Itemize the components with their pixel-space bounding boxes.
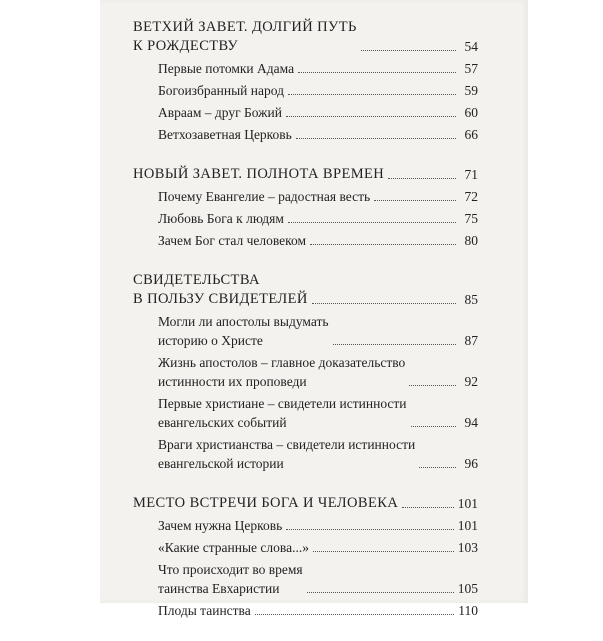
page-number: 92 xyxy=(464,374,478,389)
toc-section-new-testament xyxy=(133,165,478,250)
entry-title: Любовь Бога к людям xyxy=(158,211,284,226)
entry-title-line2: евангельских событий xyxy=(158,415,287,430)
toc-entry xyxy=(133,59,478,78)
dot-leader xyxy=(288,94,456,95)
dot-leader xyxy=(388,178,456,179)
chapter-entry xyxy=(133,494,478,513)
toc-entry xyxy=(133,125,478,144)
page-number: 105 xyxy=(457,581,478,596)
dot-leader xyxy=(313,551,454,552)
toc-entry xyxy=(133,394,478,432)
dot-leader xyxy=(286,529,453,530)
page-number: 87 xyxy=(464,333,478,348)
entry-title: Зачем Бог стал человеком xyxy=(158,233,307,248)
dot-leader xyxy=(288,222,456,223)
toc-entry xyxy=(133,560,478,598)
toc-entry xyxy=(133,103,478,122)
toc-section-testimonies xyxy=(133,271,478,473)
page-number: 110 xyxy=(458,603,478,618)
dot-leader xyxy=(374,200,456,201)
toc-entry xyxy=(133,601,478,620)
dot-leader xyxy=(296,138,456,139)
toc-entry xyxy=(133,231,478,250)
dot-leader xyxy=(255,614,455,615)
dot-leader xyxy=(402,507,454,508)
entry-title-line1: Враги христианства – свидетели истинности xyxy=(158,437,416,452)
chapter-title-line2: К РОЖДЕСТВУ xyxy=(133,38,239,54)
entry-title: Первые потомки Адама xyxy=(158,61,295,76)
page-number: 80 xyxy=(464,233,478,248)
entry-title: Богоизбранный народ xyxy=(158,83,284,98)
toc-entry xyxy=(133,538,478,557)
page-number: 85 xyxy=(464,292,478,307)
entry-title: Почему Евангелие – радостная весть xyxy=(158,189,371,204)
chapter-entry xyxy=(133,271,478,309)
chapter-entry xyxy=(133,165,478,184)
chapter-title-line1: ВЕТХИЙ ЗАВЕТ. ДОЛГИЙ ПУТЬ xyxy=(133,19,357,35)
dot-leader xyxy=(409,385,456,386)
chapter-title: МЕСТО ВСТРЕЧИ БОГА И ЧЕЛОВЕКА xyxy=(133,495,399,511)
entry-title-line2: истинности их проповеди xyxy=(158,374,307,389)
toc-entry xyxy=(133,209,478,228)
toc-entry xyxy=(133,312,478,350)
toc-entry xyxy=(133,81,478,100)
page-number: 54 xyxy=(464,39,478,54)
toc-entry xyxy=(133,353,478,391)
entry-title: Авраам – друг Божий xyxy=(158,105,282,120)
chapter-title-line2: В ПОЛЬЗУ СВИДЕТЕЛЕЙ xyxy=(133,291,308,307)
page-number: 60 xyxy=(464,105,478,120)
page-number: 101 xyxy=(457,518,478,533)
page-number: 75 xyxy=(464,211,478,226)
entry-title: Плоды таинства xyxy=(158,603,251,618)
entry-title: Ветхозаветная Церковь xyxy=(158,127,292,142)
chapter-title: НОВЫЙ ЗАВЕТ. ПОЛНОТА ВРЕМЕН xyxy=(133,166,385,182)
page-number: 103 xyxy=(457,540,478,555)
toc-section-old-testament xyxy=(133,18,478,144)
page-number: 71 xyxy=(464,167,478,182)
entry-title: Зачем нужна Церковь xyxy=(158,518,283,533)
chapter-title-line1: СВИДЕТЕЛЬСТВА xyxy=(133,272,260,288)
page-number: 94 xyxy=(464,415,478,430)
dot-leader xyxy=(298,72,456,73)
dot-leader xyxy=(333,344,456,345)
entry-title-line1: Могли ли апостолы выдумать xyxy=(158,314,329,329)
page-number: 66 xyxy=(464,127,478,142)
dot-leader xyxy=(286,116,456,117)
entry-title: «Какие странные слова...» xyxy=(158,540,309,555)
page-number: 59 xyxy=(464,83,478,98)
toc-section-meeting-place xyxy=(133,494,478,620)
toc-entry xyxy=(133,435,478,473)
toc-entry xyxy=(133,516,478,535)
dot-leader xyxy=(312,303,456,304)
entry-title-line1: Что происходит во время xyxy=(158,562,303,577)
dot-leader xyxy=(361,50,456,51)
page-number: 72 xyxy=(464,189,478,204)
dot-leader xyxy=(411,426,456,427)
entry-title-line2: историю о Христе xyxy=(158,333,263,348)
page-number: 57 xyxy=(464,61,478,76)
toc-entry xyxy=(133,187,478,206)
table-of-contents xyxy=(133,18,478,641)
page-number: 96 xyxy=(464,456,478,471)
entry-title-line1: Жизнь апостолов – главное доказательство xyxy=(158,355,406,370)
page-number: 101 xyxy=(457,496,478,511)
chapter-entry xyxy=(133,18,478,56)
entry-title-line2: евангельской истории xyxy=(158,456,284,471)
entry-title-line2: таинства Евхаристии xyxy=(158,581,280,596)
entry-title-line1: Первые христиане – свидетели истинности xyxy=(158,396,407,411)
dot-leader xyxy=(307,592,454,593)
dot-leader xyxy=(310,244,456,245)
dot-leader xyxy=(419,467,456,468)
